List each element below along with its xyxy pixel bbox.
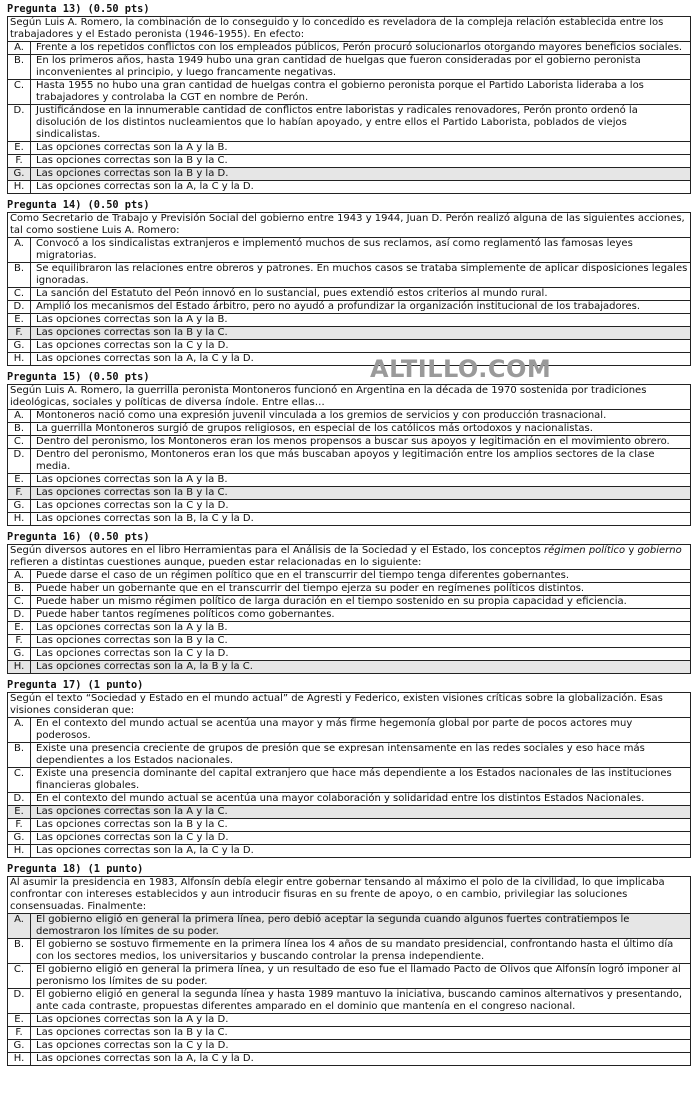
- question-stem: Como Secretario de Trabajo y Previsión Social del gobierno entre 1943 y 1944, Juan D. Perón realizó alguna de las siguientes acciones, tal como sostiene Luis A. Romero:: [8, 213, 690, 238]
- option-row: [8, 155, 690, 168]
- option-text: Las opciones correctas son la C y la D.: [36, 648, 229, 659]
- option-letter: D.: [8, 105, 31, 141]
- option-text: Las opciones correctas son la A, la C y la D.: [36, 353, 254, 364]
- option-row: [8, 80, 690, 105]
- option-letter: A.: [8, 914, 31, 938]
- option-text: Justificándose en la innumerable cantidad de conflictos entre laboristas y radicales renovadores, Perón pronto ordenó la disolución de los distintos nucleamientos que lo habían apoyado, y entre ellos el Partido Laborista, poblados de viejos sindicalistas.: [36, 105, 638, 140]
- question-stem: Según Luis A. Romero, la combinación de lo conseguido y lo concedido es reveladora de la compleja relación establecida entre los trabajadores y el Estado peronista (1946-1955). En efecto:: [8, 17, 690, 42]
- option-row: [8, 635, 690, 648]
- option-row: [8, 513, 690, 525]
- stem-emphasis: gobierno: [637, 545, 682, 556]
- option-letter: B.: [8, 939, 31, 963]
- option-letter: B.: [8, 743, 31, 767]
- option-text: Las opciones correctas son la A y la D.: [36, 1014, 229, 1025]
- option-letter: B.: [8, 583, 31, 595]
- question-box: [7, 692, 691, 858]
- option-text: La sanción del Estatuto del Peón innovó en lo sustancial, pues extendió estos criterios al mundo rural.: [36, 288, 548, 299]
- option-text: En el contexto del mundo actual se acentúa una mayor y más firme hegemonía global por parte de pocos actores muy poderosos.: [36, 718, 633, 741]
- option-letter: D.: [8, 301, 31, 313]
- option-text: Puede haber un mismo régimen político de larga duración en el tiempo sostenido en su propia capacidad y eficiencia.: [36, 596, 627, 607]
- option-text: Las opciones correctas son la B y la D.: [36, 168, 229, 179]
- option-row: [8, 622, 690, 635]
- option-text: Las opciones correctas son la A y la B.: [36, 474, 228, 485]
- option-row: [8, 793, 690, 806]
- option-text: En los primeros años, hasta 1949 hubo una gran cantidad de huelgas que fueron consideradas por el gobierno peronista inconvenientes al principio, y luego francamente negativas.: [36, 55, 641, 78]
- option-text: Las opciones correctas son la B, la C y la D.: [36, 513, 254, 524]
- option-row: [8, 238, 690, 263]
- option-letter: D.: [8, 609, 31, 621]
- option-row: [8, 1027, 690, 1040]
- option-row: [8, 423, 690, 436]
- option-text: Existe una presencia dominante del capital extranjero que hace más dependiente a los Estados nacionales de las instituciones financieras globales.: [36, 768, 672, 791]
- option-row: [8, 718, 690, 743]
- question-box: [7, 212, 691, 366]
- option-text: Puede darse el caso de un régimen político que en el transcurrir del tiempo tenga diferentes gobernantes.: [36, 570, 570, 581]
- stem-text: y: [625, 545, 638, 556]
- option-row: [8, 1040, 690, 1053]
- option-row: [8, 648, 690, 661]
- option-text: Existe una presencia creciente de grupos de presión que se expresan intensamente en las redes sociales y eso hace más dependientes a los Estados nacionales.: [36, 743, 645, 766]
- option-letter: E.: [8, 314, 31, 326]
- option-text: Las opciones correctas son la A, la C y la D.: [36, 845, 254, 856]
- option-row: [8, 105, 690, 142]
- option-text: Las opciones correctas son la B y la C.: [36, 635, 228, 646]
- option-row: [8, 661, 690, 673]
- option-text: Frente a los repetidos conflictos con los empleados públicos, Perón procuró solucionarlos otorgando mayores beneficios sociales.: [36, 42, 683, 53]
- option-text: Puede haber un gobernante que en el transcurrir del tiempo ejerza su poder en regímenes políticos distintos.: [36, 583, 585, 594]
- option-letter: C.: [8, 964, 31, 988]
- question-box: [7, 16, 691, 194]
- option-row: [8, 1014, 690, 1027]
- option-letter: E.: [8, 474, 31, 486]
- option-letter: A.: [8, 570, 31, 582]
- question-box: [7, 544, 691, 674]
- option-letter: D.: [8, 989, 31, 1013]
- option-letter: G.: [8, 832, 31, 844]
- option-letter: C.: [8, 436, 31, 448]
- option-text: Puede haber tantos regímenes políticos como gobernantes.: [36, 609, 335, 620]
- option-text: Las opciones correctas son la A y la C.: [36, 806, 228, 817]
- question-header: Pregunta 13) (0.50 pts): [7, 3, 150, 15]
- option-letter: A.: [8, 238, 31, 262]
- option-row: [8, 436, 690, 449]
- question-box: [7, 384, 691, 526]
- stem-text: refieren a distintas cuestiones aunque, pueden estar relacionadas en lo siguiente:: [10, 557, 422, 568]
- option-text: Las opciones correctas son la B y la C.: [36, 155, 228, 166]
- option-row: [8, 596, 690, 609]
- option-text: Las opciones correctas son la A y la B.: [36, 314, 228, 325]
- option-text: Las opciones correctas son la A y la B.: [36, 142, 228, 153]
- exam-document: [7, 3, 691, 1071]
- option-letter: C.: [8, 80, 31, 104]
- option-row: [8, 42, 690, 55]
- option-text: Las opciones correctas son la A, la C y la D.: [36, 181, 254, 192]
- option-letter: D.: [8, 793, 31, 805]
- option-row: [8, 964, 690, 989]
- question-header: Pregunta 16) (0.50 pts): [7, 531, 150, 543]
- option-letter: G.: [8, 1040, 31, 1052]
- option-row: [8, 327, 690, 340]
- option-letter: C.: [8, 768, 31, 792]
- option-text: Las opciones correctas son la B y la C.: [36, 819, 228, 830]
- option-letter: D.: [8, 449, 31, 473]
- option-letter: B.: [8, 423, 31, 435]
- option-text: Las opciones correctas son la C y la D.: [36, 500, 229, 511]
- option-letter: B.: [8, 263, 31, 287]
- option-text: Las opciones correctas son la A, la C y la D.: [36, 1053, 254, 1064]
- stem-emphasis: régimen político: [544, 545, 626, 556]
- option-letter: F.: [8, 819, 31, 831]
- option-row: [8, 806, 690, 819]
- option-row: [8, 743, 690, 768]
- option-row: [8, 487, 690, 500]
- option-row: [8, 939, 690, 964]
- option-row: [8, 263, 690, 288]
- option-letter: G.: [8, 340, 31, 352]
- option-row: [8, 845, 690, 857]
- option-letter: F.: [8, 1027, 31, 1039]
- option-row: [8, 989, 690, 1014]
- option-letter: G.: [8, 168, 31, 180]
- option-row: [8, 55, 690, 80]
- option-row: [8, 583, 690, 596]
- option-text: Las opciones correctas son la B y la C.: [36, 1027, 228, 1038]
- option-letter: A.: [8, 410, 31, 422]
- option-letter: G.: [8, 500, 31, 512]
- option-row: [8, 449, 690, 474]
- option-letter: B.: [8, 55, 31, 79]
- option-row: [8, 168, 690, 181]
- option-letter: F.: [8, 487, 31, 499]
- option-row: [8, 314, 690, 327]
- option-text: Las opciones correctas son la C y la D.: [36, 832, 229, 843]
- option-letter: C.: [8, 288, 31, 300]
- option-row: [8, 832, 690, 845]
- option-text: La guerrilla Montoneros surgió de grupos religiosos, en especial de los católicos más ortodoxos y nacionalistas.: [36, 423, 593, 434]
- option-row: [8, 410, 690, 423]
- question-header: Pregunta 17) (1 punto): [7, 679, 144, 691]
- option-letter: E.: [8, 1014, 31, 1026]
- question-header: Pregunta 15) (0.50 pts): [7, 371, 150, 383]
- option-letter: F.: [8, 155, 31, 167]
- question-box: [7, 876, 691, 1066]
- option-row: [8, 288, 690, 301]
- option-text: El gobierno se sostuvo firmemente en la primera línea los 4 años de su mandato presidencial, confrontando hasta el último día con los sectores medios, los universitarios y buscando controlar la prensa independiente.: [36, 939, 674, 962]
- option-letter: E.: [8, 622, 31, 634]
- option-text: El gobierno eligió en general la primera línea, y un resultado de eso fue el llamado Pacto de Olivos que Alfonsín logró imponer al peronismo los límites de su poder.: [36, 964, 681, 987]
- option-letter: F.: [8, 635, 31, 647]
- question-stem: Según el texto “Sociedad y Estado en el mundo actual” de Agresti y Federico, existen visiones críticas sobre la globalización. Esas visiones consideran que:: [8, 693, 690, 718]
- watermark: ALTILLO.COM: [370, 355, 552, 383]
- option-row: [8, 474, 690, 487]
- option-text: Las opciones correctas son la A, la B y la C.: [36, 661, 253, 672]
- option-row: [8, 914, 690, 939]
- option-row: [8, 1053, 690, 1065]
- option-letter: H.: [8, 1053, 31, 1065]
- option-text: Convocó a los sindicalistas extranjeros e implementó muchos de sus reclamos, así como reglamentó las famosas leyes migratorias.: [36, 238, 633, 261]
- option-text: Amplió los mecanismos del Estado árbitro, pero no ayudó a profundizar la organización institucional de los trabajadores.: [36, 301, 641, 312]
- option-text: Dentro del peronismo, los Montoneros eran los menos propensos a buscar sus apoyos y legitimación en el movimiento obrero.: [36, 436, 670, 447]
- option-row: [8, 570, 690, 583]
- option-row: [8, 301, 690, 314]
- option-text: El gobierno eligió en general la primera línea, pero debió aceptar la segunda cuando algunos fuertes contratiempos le demostraron los límites de su poder.: [36, 914, 630, 937]
- option-letter: G.: [8, 648, 31, 660]
- option-text: Dentro del peronismo, Montoneros eran los que más buscaban apoyos y legitimación entre los amplios sectores de la clase media.: [36, 449, 655, 472]
- option-row: [8, 142, 690, 155]
- option-text: El gobierno eligió en general la segunda línea y hasta 1989 mantuvo la iniciativa, buscando caminos alternativos y presentando, ante cada contraste, propuestas diferentes amparado en el dominio que mantenía en el congreso nacional.: [36, 989, 683, 1012]
- question-header: Pregunta 14) (0.50 pts): [7, 199, 150, 211]
- option-text: Las opciones correctas son la C y la D.: [36, 1040, 229, 1051]
- option-letter: H.: [8, 513, 31, 525]
- option-row: [8, 340, 690, 353]
- option-text: Las opciones correctas son la B y la C.: [36, 487, 228, 498]
- option-letter: E.: [8, 142, 31, 154]
- option-text: Se equilibraron las relaciones entre obreros y patrones. En muchos casos se trataba simplemente de aplicar disposiciones legales ignoradas.: [36, 263, 688, 286]
- question-stem: Según Luis A. Romero, la guerrilla peronista Montoneros funcionó en Argentina en la década de 1970 sostenida por tradiciones ideológicas, sociales y políticas de diversa índole. Entre ellas…: [8, 385, 690, 410]
- option-letter: H.: [8, 845, 31, 857]
- option-row: [8, 353, 690, 365]
- option-letter: F.: [8, 327, 31, 339]
- option-text: Hasta 1955 no hubo una gran cantidad de huelgas contra el gobierno peronista porque el Partido Laborista lideraba a los trabajadores y controlaba la CGT en nombre de Perón.: [36, 80, 644, 103]
- option-row: [8, 181, 690, 193]
- option-letter: E.: [8, 806, 31, 818]
- option-text: Las opciones correctas son la A y la B.: [36, 622, 228, 633]
- option-text: Las opciones correctas son la B y la C.: [36, 327, 228, 338]
- question-stem: [8, 545, 690, 570]
- option-letter: H.: [8, 353, 31, 365]
- option-row: [8, 819, 690, 832]
- stem-text: Según diversos autores en el libro Herramientas para el Análisis de la Sociedad y el Estado, los conceptos: [10, 545, 545, 556]
- option-letter: C.: [8, 596, 31, 608]
- option-letter: H.: [8, 661, 31, 673]
- question-header: Pregunta 18) (1 punto): [7, 863, 144, 875]
- option-letter: A.: [8, 42, 31, 54]
- option-text: En el contexto del mundo actual se acentúa una mayor colaboración y solidaridad entre los distintos Estados Nacionales.: [36, 793, 645, 804]
- option-letter: A.: [8, 718, 31, 742]
- option-text: Montoneros nació como una expresión juvenil vinculada a los gremios de servicios y con producción trasnacional.: [36, 410, 607, 421]
- option-letter: H.: [8, 181, 31, 193]
- option-row: [8, 768, 690, 793]
- option-row: [8, 609, 690, 622]
- option-row: [8, 500, 690, 513]
- option-text: Las opciones correctas son la C y la D.: [36, 340, 229, 351]
- question-stem: Al asumir la presidencia en 1983, Alfonsín debía elegir entre gobernar tensando al máximo el polo de la civilidad, lo que implicaba confrontar con intereses establecidos y aun introducir fisuras en su frente de apoyo, o en cambio, privilegiar las soluciones consensuadas. Finalmente:: [8, 877, 690, 914]
